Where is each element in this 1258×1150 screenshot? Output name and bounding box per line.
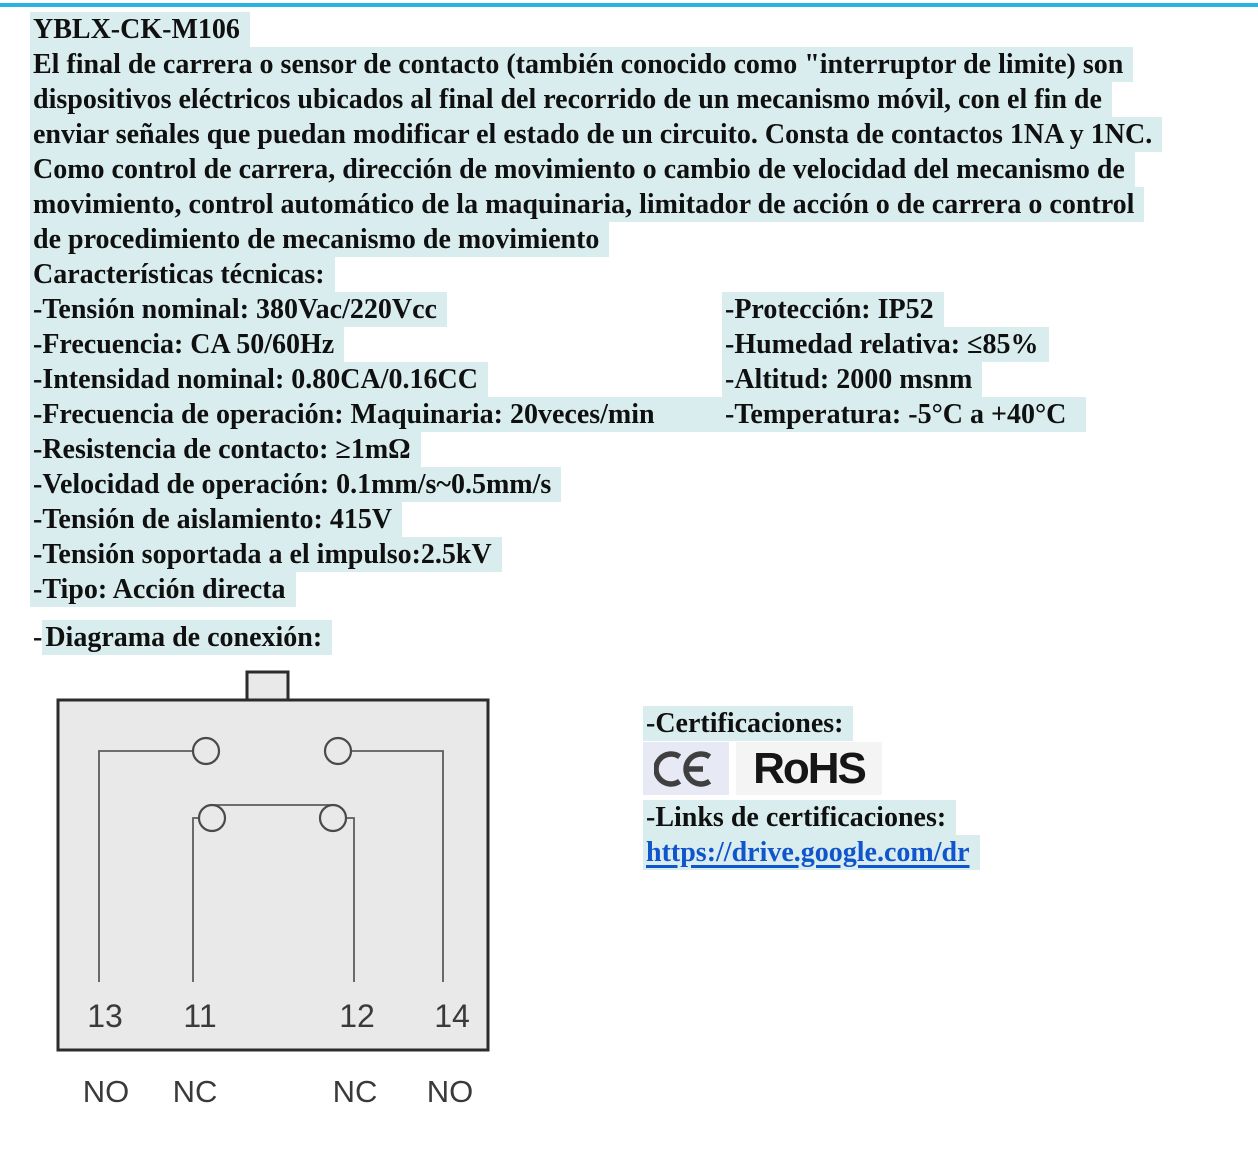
spec-right-text: -Temperatura: -5°C a +40°C — [722, 397, 1076, 432]
connection-diagram-label — [30, 620, 1162, 655]
spec-left-text: -Frecuencia de operación: Maquinaria: 20veces/min — [30, 397, 665, 432]
terminal-circle — [325, 738, 351, 764]
spec-row — [30, 537, 1162, 572]
spec-row — [30, 327, 1162, 362]
spec-right-text: -Humedad relativa: ≤85% — [722, 327, 1049, 362]
spec-left-text: -Resistencia de contacto: ≥1mΩ — [30, 432, 421, 467]
ce-mark-icon — [654, 749, 718, 789]
spec-row — [30, 362, 1162, 397]
contact-type-label: NC — [172, 1074, 218, 1109]
terminal-number: 11 — [183, 998, 217, 1034]
diagram-tab — [247, 672, 288, 700]
terminal-number: 13 — [87, 998, 123, 1034]
intro-paragraph-line: enviar señales que puedan modificar el estado de un circuito. Consta de contactos 1NA y 1NC. — [30, 117, 1162, 152]
spec-row — [30, 467, 1162, 502]
terminal-circle — [193, 738, 219, 764]
terminal-number: 14 — [434, 998, 470, 1034]
spec-row — [30, 502, 1162, 537]
certification-badges — [643, 742, 980, 795]
spec-right-text: -Altitud: 2000 msnm — [722, 362, 982, 397]
terminal-number: 12 — [339, 998, 375, 1034]
top-accent-line — [0, 3, 1258, 7]
spec-left-text: -Tensión soportada a el impulso:2.5kV — [30, 537, 502, 572]
intro-paragraph-line: de procedimiento de mecanismo de movimiento — [30, 222, 609, 257]
rohs-mark: RoHS — [736, 742, 882, 795]
document-content — [30, 12, 1162, 655]
label-text: Diagrama de conexión: — [42, 620, 332, 655]
intro-paragraph-line: El final de carrera o sensor de contacto (también conocido como "interruptor de limite) son — [30, 47, 1133, 82]
page-title: YBLX-CK-M106 — [30, 12, 250, 47]
certification-link[interactable]: https://drive.google.com/dr — [646, 837, 970, 868]
spec-left-text: -Intensidad nominal: 0.80CA/0.16CC — [30, 362, 488, 397]
contact-type-label: NO — [426, 1074, 474, 1109]
connection-diagram — [40, 670, 500, 1120]
spec-left-text: -Velocidad de operación: 0.1mm/s~0.5mm/s — [30, 467, 561, 502]
contact-type-label: NC — [332, 1074, 378, 1109]
spec-right-text: -Protección: IP52 — [722, 292, 944, 327]
spec-left-text: -Frecuencia: CA 50/60Hz — [30, 327, 344, 362]
spec-left-text: -Tipo: Acción directa — [30, 572, 296, 607]
terminal-circle — [199, 805, 225, 831]
intro-paragraph-line: movimiento, control automático de la maquinaria, limitador de acción o de carrera o control — [30, 187, 1144, 222]
section-heading: Características técnicas: — [30, 257, 335, 292]
intro-paragraph-line: dispositivos eléctricos ubicados al final del recorrido de un mecanismo móvil, con el fin de — [30, 82, 1112, 117]
spec-row — [30, 292, 1162, 327]
spec-row — [30, 397, 1086, 432]
intro-paragraph-line: Como control de carrera, dirección de movimiento o cambio de velocidad del mecanismo de — [30, 152, 1135, 187]
contact-type-label: NO — [82, 1074, 130, 1109]
ce-badge — [643, 742, 729, 795]
spec-left-text: -Tensión de aislamiento: 415V — [30, 502, 402, 537]
spec-left-text: -Tensión nominal: 380Vac/220Vcc — [30, 292, 447, 327]
certifications-heading: -Certificaciones: — [643, 706, 853, 741]
links-heading: -Links de certificaciones: — [643, 800, 956, 835]
label-dash: - — [33, 622, 43, 653]
spec-row — [30, 572, 1162, 607]
certifications-block — [643, 706, 980, 870]
terminal-circle — [320, 805, 346, 831]
spec-row — [30, 432, 1162, 467]
